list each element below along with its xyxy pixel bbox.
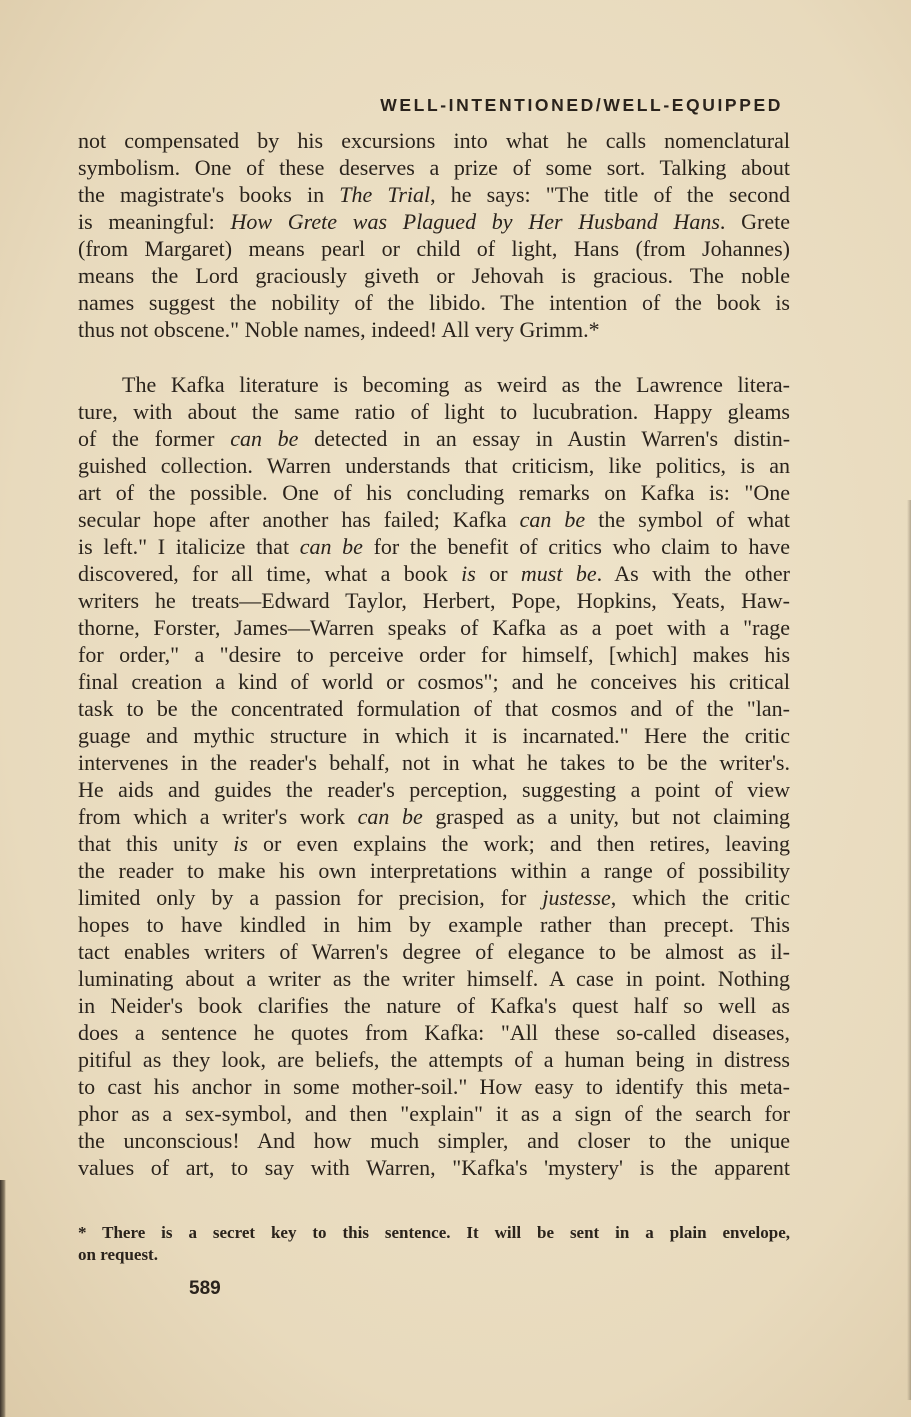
text-line: guage and mythic structure in which it is incarnated." Here the critic xyxy=(78,723,790,748)
text-line: hopes to have kindled in him by example rather than precept. This xyxy=(78,912,790,937)
text-line: names suggest the nobility of the libido. The intention of the book is xyxy=(78,290,790,315)
text-line: luminating about a writer as the writer himself. A case in point. Nothing xyxy=(78,966,790,991)
text-line: of the former can be detected in an essay in Austin Warren's distin- xyxy=(78,426,791,451)
text-line: thorne, Forster, James—Warren speaks of Kafka as a poet with a "rage xyxy=(78,615,790,640)
text-line: art of the possible. One of his concluding remarks on Kafka is: "One xyxy=(78,480,790,505)
text-line: the reader to make his own interpretations within a range of possibility xyxy=(78,858,790,883)
page-edge-shadow xyxy=(0,1180,6,1417)
paragraph-2 xyxy=(78,371,790,1181)
footnote-line: * There is a secret key to this sentence. It will be sent in a plain envelope, xyxy=(78,1223,790,1242)
text-line: task to be the concentrated formulation of that cosmos and of the "lan- xyxy=(78,696,790,721)
page-number: 589 xyxy=(189,1278,221,1299)
text-line: the magistrate's books in The Trial, he says: "The title of the second xyxy=(78,182,790,207)
text-line: guished collection. Warren understands that criticism, like politics, is an xyxy=(78,453,790,478)
text-line: is meaningful: How Grete was Plagued by Her Husband Hans. Grete xyxy=(78,209,791,234)
text-line: thus not obscene." Noble names, indeed! All very Grimm.* xyxy=(78,317,600,342)
text-line: phor as a sex-symbol, and then "explain" it as a sign of the search for xyxy=(78,1101,790,1126)
text-line: limited only by a passion for precision, for justesse, which the critic xyxy=(78,885,790,910)
text-line: tact enables writers of Warren's degree of elegance to be almost as il- xyxy=(78,939,790,964)
text-line: that this unity is or even explains the work; and then retires, leaving xyxy=(78,831,790,856)
text-line: in Neider's book clarifies the nature of Kafka's quest half so well as xyxy=(78,993,790,1018)
text-line: secular hope after another has failed; Kafka can be the symbol of what xyxy=(78,507,790,532)
text-line: to cast his anchor in some mother-soil." How easy to identify this meta- xyxy=(78,1074,790,1099)
text-line: symbolism. One of these deserves a prize of some sort. Talking about xyxy=(78,155,790,180)
text-line: values of art, to say with Warren, "Kafka's 'mystery' is the apparent xyxy=(78,1155,790,1180)
text-line: is left." I italicize that can be for the benefit of critics who claim to have xyxy=(78,534,791,559)
text-line: from which a writer's work can be grasped as a unity, but not claiming xyxy=(78,804,791,829)
text-line: (from Margaret) means pearl or child of light, Hans (from Johannes) xyxy=(78,236,790,261)
text-line: for order," a "desire to perceive order for himself, [which] makes his xyxy=(78,642,790,667)
footnote xyxy=(78,1222,790,1266)
text-line: intervenes in the reader's behalf, not in what he takes to be the writer's. xyxy=(78,750,790,775)
text-line: The Kafka literature is becoming as weird as the Lawrence litera- xyxy=(122,372,790,397)
text-line: means the Lord graciously giveth or Jehovah is gracious. The noble xyxy=(78,263,790,288)
footnote-line: on request. xyxy=(78,1245,158,1264)
text-line: does a sentence he quotes from Kafka: "All these so-called diseases, xyxy=(78,1020,790,1045)
text-line: ture, with about the same ratio of light to lucubration. Happy gleams xyxy=(78,399,790,424)
text-line: final creation a kind of world or cosmos"; and he conceives his critical xyxy=(78,669,790,694)
text-line: pitiful as they look, are beliefs, the attempts of a human being in distress xyxy=(78,1047,790,1072)
text-line: discovered, for all time, what a book is or must be. As with the other xyxy=(78,561,790,586)
text-line: not compensated by his excursions into what he calls nomenclatural xyxy=(78,128,790,153)
paragraph-1 xyxy=(78,127,790,343)
text-line: He aids and guides the reader's perception, suggesting a point of view xyxy=(78,777,790,802)
running-head: WELL-INTENTIONED/WELL-EQUIPPED xyxy=(380,95,783,115)
page-edge-shadow-right xyxy=(907,500,911,1400)
text-line: the unconscious! And how much simpler, and closer to the unique xyxy=(78,1128,790,1153)
text-line: writers he treats—Edward Taylor, Herbert, Pope, Hopkins, Yeats, Haw- xyxy=(78,588,790,613)
